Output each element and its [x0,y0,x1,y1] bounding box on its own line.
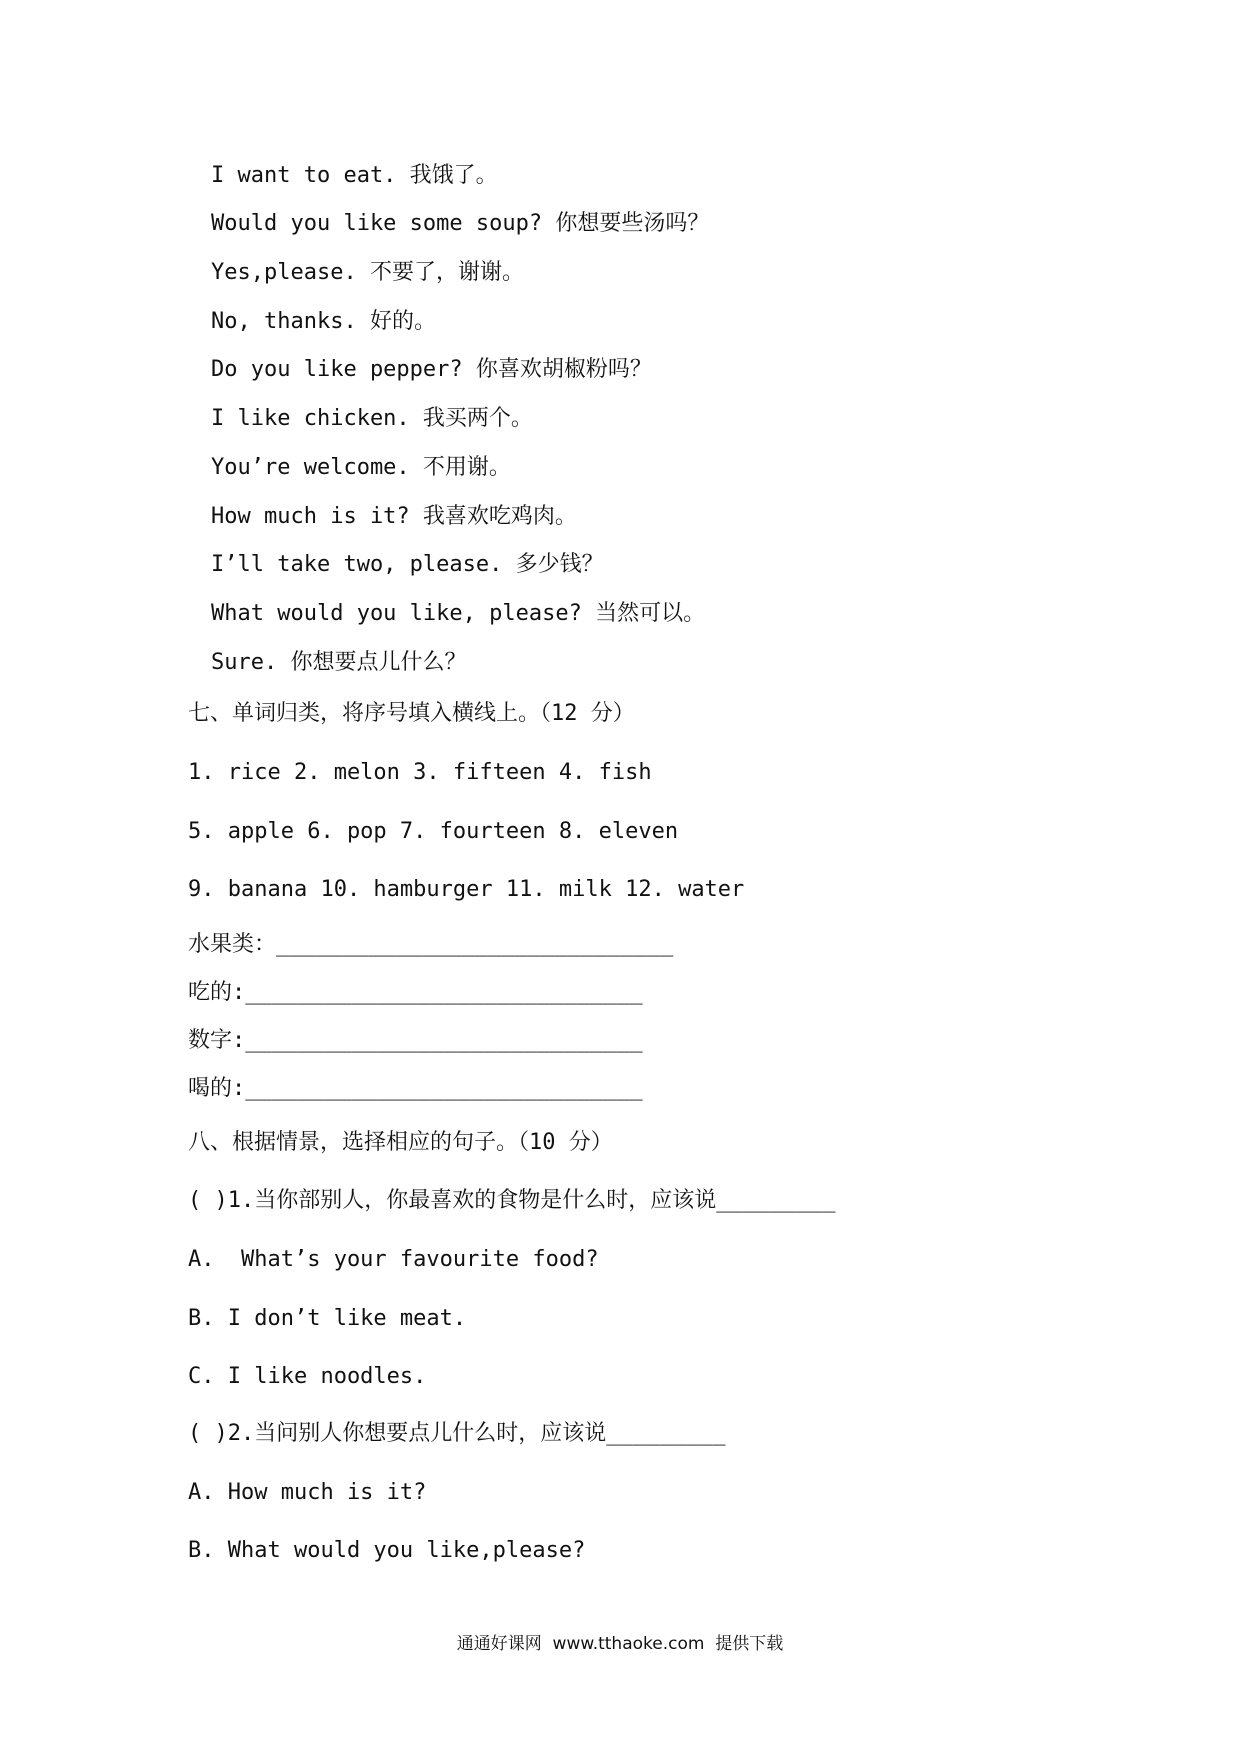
matching-line-2: Would you like some soup? 你想要些汤吗？ [211,211,710,236]
question-2: ( )2.当问别人你想要点儿什么时，应该说_________ [188,1421,726,1446]
word-list-line-1: 1. rice 2. melon 3. fifteen 4. fish [188,760,652,785]
question-1: ( )1.当你部别人，你最喜欢的食物是什么时，应该说_________ [188,1188,836,1213]
matching-line-1: I want to eat. 我饿了。 [211,163,498,188]
matching-line-7: You’re welcome. 不用谢。 [211,455,511,480]
category-fruit: 水果类：______________________________ [188,932,674,957]
section8-title: 八、根据情景，选择相应的句子。（10 分） [188,1130,613,1155]
category-drinks: 喝的:______________________________ [188,1076,643,1101]
q2-option-a: A. How much is it? [188,1480,427,1505]
category-numbers: 数字:______________________________ [188,1028,643,1053]
matching-line-6: I like chicken. 我买两个。 [211,406,533,431]
matching-line-10: What would you like, please? 当然可以。 [211,601,706,626]
q1-option-b: B. I don’t like meat. [188,1306,467,1331]
q1-option-c: C. I like noodles. [188,1364,427,1389]
word-list-line-2: 5. apple 6. pop 7. fourteen 8. eleven [188,819,679,844]
matching-line-4: No, thanks. 好的。 [211,309,436,334]
word-list-line-3: 9. banana 10. hamburger 11. milk 12. water [188,877,745,902]
matching-line-8: How much is it? 我喜欢吃鸡肉。 [211,504,577,529]
q2-option-b: B. What would you like,please? [188,1538,586,1563]
q1-option-a: A. What’s your favourite food? [188,1247,599,1272]
matching-line-9: I’ll take two, please. 多少钱？ [211,552,604,577]
section7-title: 七、单词归类，将序号填入横线上。（12 分） [188,701,635,726]
footer-text: 通通好课网 www.tthaoke.com 提供下载 [456,1634,784,1654]
matching-line-3: Yes,please. 不要了，谢谢。 [211,260,524,285]
category-food: 吃的:______________________________ [188,980,643,1005]
matching-line-5: Do you like pepper? 你喜欢胡椒粉吗？ [211,357,652,382]
matching-line-11: Sure. 你想要点儿什么？ [211,650,467,675]
